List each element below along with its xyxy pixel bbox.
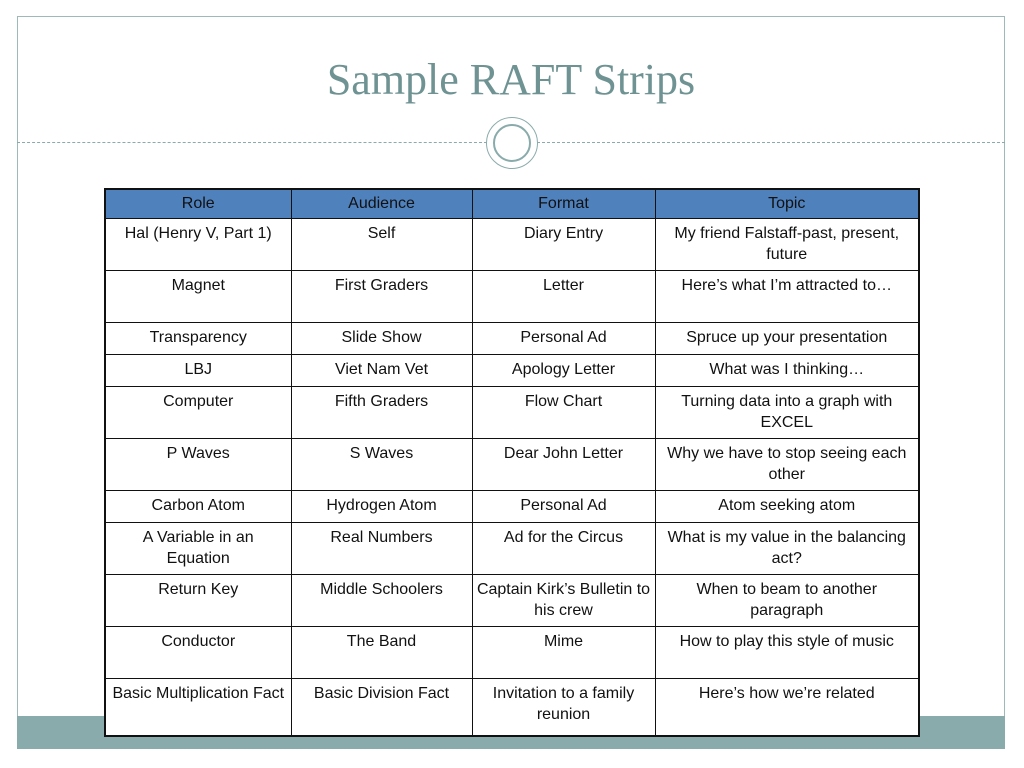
table-header-row xyxy=(105,189,919,219)
cell-topic: Here’s how we’re related xyxy=(655,679,919,736)
cell-audience: Self xyxy=(291,219,472,271)
cell-format: Diary Entry xyxy=(472,219,655,271)
cell-topic: Why we have to stop seeing each other xyxy=(655,439,919,491)
cell-audience: Slide Show xyxy=(291,323,472,355)
circle-ornament-inner xyxy=(493,124,531,162)
table-row xyxy=(105,355,919,387)
cell-format: Mime xyxy=(472,627,655,679)
cell-role: P Waves xyxy=(105,439,291,491)
cell-topic: What was I thinking… xyxy=(655,355,919,387)
slide-title: Sample RAFT Strips xyxy=(326,55,696,104)
cell-format: Personal Ad xyxy=(472,491,655,523)
cell-audience: S Waves xyxy=(291,439,472,491)
column-header-role: Role xyxy=(105,189,291,219)
column-header-format: Format xyxy=(472,189,655,219)
cell-format: Flow Chart xyxy=(472,387,655,439)
cell-topic: My friend Falstaff-past, present, future xyxy=(655,219,919,271)
cell-format: Ad for the Circus xyxy=(472,523,655,575)
column-header-audience: Audience xyxy=(291,189,472,219)
cell-audience: The Band xyxy=(291,627,472,679)
cell-format: Invitation to a family reunion xyxy=(472,679,655,736)
cell-role: Return Key xyxy=(105,575,291,627)
cell-topic: Atom seeking atom xyxy=(655,491,919,523)
cell-topic: How to play this style of music xyxy=(655,627,919,679)
cell-format: Dear John Letter xyxy=(472,439,655,491)
table-row xyxy=(105,219,919,271)
cell-topic: Here’s what I’m attracted to… xyxy=(655,271,919,323)
table-row xyxy=(105,679,919,736)
table-row xyxy=(105,575,919,627)
cell-format: Personal Ad xyxy=(472,323,655,355)
cell-topic: Turning data into a graph with EXCEL xyxy=(655,387,919,439)
cell-role: Magnet xyxy=(105,271,291,323)
cell-role: Basic Multiplication Fact xyxy=(105,679,291,736)
table-row xyxy=(105,491,919,523)
cell-role: Hal (Henry V, Part 1) xyxy=(105,219,291,271)
cell-topic: When to beam to another paragraph xyxy=(655,575,919,627)
cell-format: Apology Letter xyxy=(472,355,655,387)
cell-topic: Spruce up your presentation xyxy=(655,323,919,355)
cell-format: Letter xyxy=(472,271,655,323)
table-row xyxy=(105,439,919,491)
table-row xyxy=(105,387,919,439)
cell-format: Captain Kirk’s Bulletin to his crew xyxy=(472,575,655,627)
table-row xyxy=(105,323,919,355)
cell-role: Carbon Atom xyxy=(105,491,291,523)
cell-audience: Real Numbers xyxy=(291,523,472,575)
table-row xyxy=(105,271,919,323)
table-row xyxy=(105,627,919,679)
cell-role: Transparency xyxy=(105,323,291,355)
cell-audience: First Graders xyxy=(291,271,472,323)
table-row xyxy=(105,523,919,575)
cell-role: LBJ xyxy=(105,355,291,387)
column-header-topic: Topic xyxy=(655,189,919,219)
title-divider-left xyxy=(17,142,487,143)
cell-audience: Hydrogen Atom xyxy=(291,491,472,523)
title-divider-right xyxy=(537,142,1005,143)
cell-audience: Fifth Graders xyxy=(291,387,472,439)
cell-role: Computer xyxy=(105,387,291,439)
circle-ornament-icon xyxy=(486,117,538,169)
cell-audience: Viet Nam Vet xyxy=(291,355,472,387)
cell-topic: What is my value in the balancing act? xyxy=(655,523,919,575)
cell-audience: Basic Division Fact xyxy=(291,679,472,736)
cell-role: Conductor xyxy=(105,627,291,679)
cell-audience: Middle Schoolers xyxy=(291,575,472,627)
raft-table xyxy=(104,188,920,737)
cell-role: A Variable in an Equation xyxy=(105,523,291,575)
